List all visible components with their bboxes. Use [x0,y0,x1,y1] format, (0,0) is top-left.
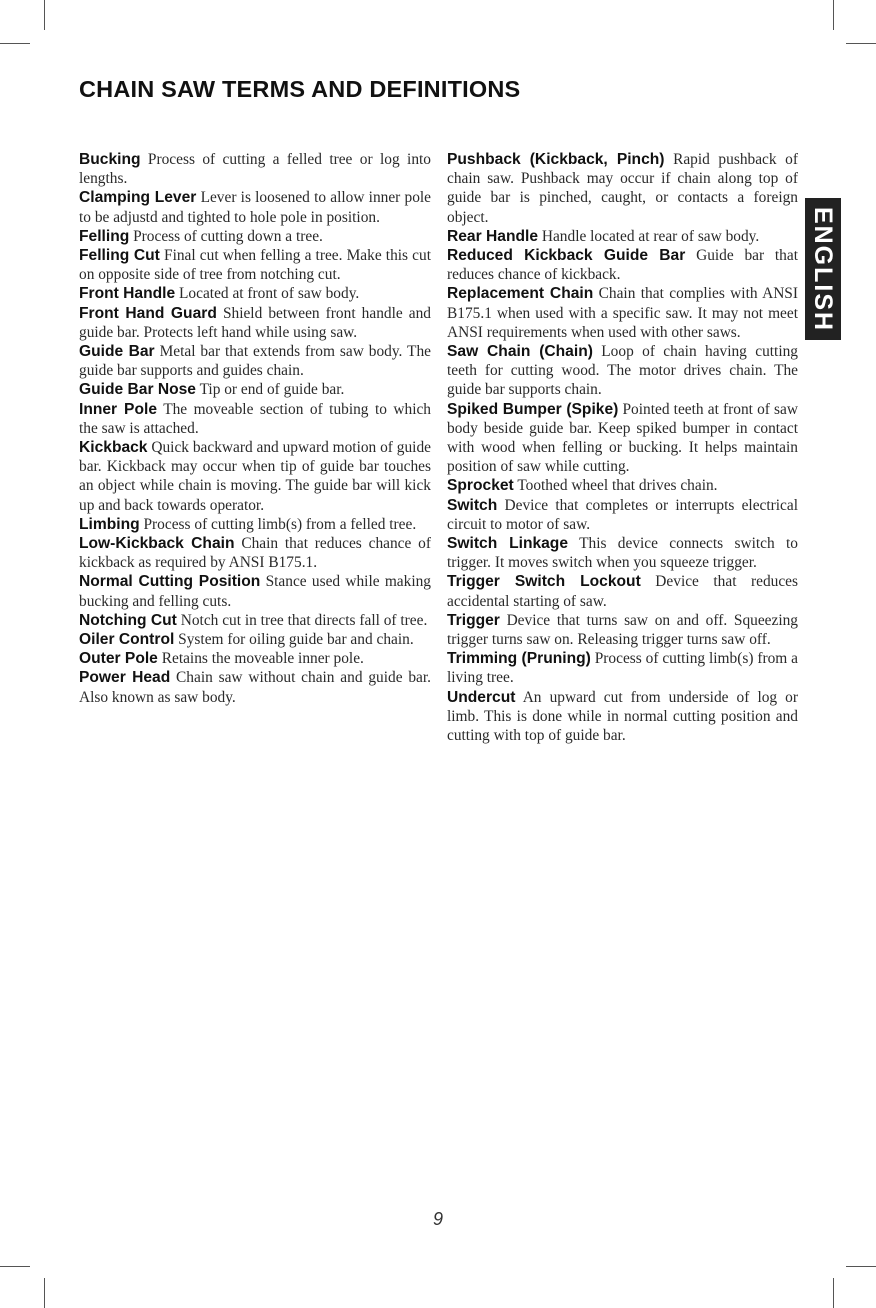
term: Saw Chain (Chain) [447,343,593,361]
definition: Loop of chain having cutting teeth for cutting wood. The motor drives chain. The guide bar supports chain. [447,343,798,399]
definition-entry [79,572,431,610]
term: Replacement Chain [447,285,594,303]
definition: Retains the moveable inner pole. [161,650,364,668]
definition-entry [79,438,431,515]
definition: Quick backward and upward motion of guide bar. Kickback may occur when tip of guide bar touches an object while chain is moving. The guide bar will kick up and back towards operator. [79,439,431,514]
definition-entry [447,611,798,649]
term: Switch [447,496,498,514]
term: Pushback (Kickback, Pinch) [447,151,665,168]
definition-entry [447,649,798,687]
definition-entry [79,649,431,668]
definition: Process of cutting a felled tree or log into lengths. [79,151,431,188]
term: Limbing [79,515,140,533]
definition: An upward cut from underside of log or limb. This is done while in normal cutting position and cutting with top of guide bar. [447,688,799,745]
definition: Toothed wheel that drives chain. [517,477,718,495]
page-title: CHAIN SAW TERMS AND DEFINITIONS [79,76,521,102]
definition-entry [79,534,431,572]
term: Oiler Control [79,631,175,649]
definition-entry [79,284,431,303]
definition-entry [447,476,798,495]
definition-entry [79,611,431,630]
definition: Guide bar that reduces chance of kickback. [447,247,798,284]
definition: Device that completes or interrupts electrical circuit to motor of saw. [447,496,798,533]
definition-entry [447,688,798,746]
definition: Chain saw without chain and guide bar. Also known as saw body. [79,669,431,706]
term: Felling Cut [79,247,160,265]
definition: Notch cut in tree that directs fall of tree. [180,611,428,629]
term: Inner Pole [79,400,157,418]
term: Bucking [79,151,141,168]
definition-entry [447,534,798,572]
definition: This device connects switch to trigger. It moves switch when you squeeze trigger. [447,535,798,572]
definition: Lever is loosened to allow inner pole to be adjustd and tighted to hole pole in position. [79,189,431,226]
term: Normal Cutting Position [79,573,261,591]
definition: Process of cutting limb(s) from a living tree. [447,650,798,687]
crop-mark-top-left-horizontal [0,43,30,44]
term: Low-Kickback Chain [79,535,235,553]
definition: Process of cutting down a tree. [133,227,323,245]
crop-mark-bottom-right-horizontal [846,1266,876,1267]
term: Notching Cut [79,611,177,629]
term: Spiked Bumper (Spike) [447,400,619,418]
definition-entry [79,668,431,706]
definition: Device that reduces accidental starting of saw. [447,573,798,610]
term: Felling [79,227,130,245]
term: Outer Pole [79,650,158,668]
term: Switch Linkage [447,535,569,553]
definition: Pointed teeth at front of saw body beside guide bar. Keep spiked bumper in contact with wood when felling or bucking. It helps maintain position of saw while cutting. [447,400,798,476]
page-number: 9 [432,1209,443,1229]
definition: System for oiling guide bar and chain. [178,631,414,649]
definition-entry [447,246,798,284]
definition: Rapid pushback of chain saw. Pushback may occur if chain along top of guide bar is pinched, caught, or contacts a foreign object. [447,151,798,226]
definition: Process of cutting limb(s) from a felled tree. [143,515,417,533]
term: Clamping Lever [79,189,197,207]
term: Trigger Switch Lockout [447,573,641,591]
crop-mark-top-right-horizontal [846,43,876,44]
crop-mark-bottom-right-vertical [833,1278,834,1308]
definition: Chain that reduces chance of kickback as required by ANSI B175.1. [79,535,431,572]
definition-entry [79,150,431,188]
definition-entry [79,380,431,399]
crop-mark-top-left-vertical [44,0,45,30]
term: Front Hand Guard [79,304,217,322]
definition-entry [79,630,431,649]
term: Rear Handle [447,227,538,245]
definition: Handle located at rear of saw body. [541,227,760,245]
definition-entry [79,188,431,226]
term: Reduced Kickback Guide Bar [447,247,686,265]
definition-entry [447,400,798,477]
definition-entry [447,572,798,610]
term: Trigger [447,611,500,629]
definition-entry [447,496,798,534]
definition-entry [447,150,798,227]
definition-entry [79,400,431,438]
definitions-right-column [447,150,798,745]
term: Undercut [447,688,516,706]
language-tab [805,198,841,340]
definition-entry [79,515,431,534]
definition-entry [79,304,431,342]
term: Kickback [79,439,148,457]
definition-entry [447,284,798,342]
definition: The moveable section of tubing to which the saw is attached. [79,400,431,437]
term: Guide Bar [79,343,155,361]
definition-entry [79,227,431,246]
crop-mark-bottom-left-vertical [44,1278,45,1308]
definition: Stance used while making bucking and felling cuts. [79,573,432,610]
term: Front Handle [79,285,176,303]
definition-entry [79,342,431,380]
definition-entry [79,246,431,284]
definitions-left-column [79,150,431,707]
term: Power Head [79,669,171,687]
definition: Device that turns saw on and off. Squeezing trigger turns saw on. Releasing trigger turns saw off. [447,611,799,649]
definition-entry [447,342,798,400]
definition: Metal bar that extends from saw body. The guide bar supports and guides chain. [79,343,431,380]
definition: Final cut when felling a tree. Make this cut on opposite side of tree from notching cut. [79,247,431,284]
definition: Tip or end of guide bar. [199,381,345,399]
definition: Shield between front handle and guide bar. Protects left hand while using saw. [79,304,431,341]
term: Sprocket [447,477,514,495]
crop-mark-top-right-vertical [833,0,834,30]
term: Trimming (Pruning) [447,650,591,668]
crop-mark-bottom-left-horizontal [0,1266,30,1267]
language-tab-label: ENGLISH [809,206,838,332]
definition: Chain that complies with ANSI B175.1 when used with a specific saw. It may not meet ANSI requirements when used with other saws. [447,285,798,341]
definition-entry [447,227,798,246]
definition: Located at front of saw body. [179,285,360,303]
term: Guide Bar Nose [79,381,196,399]
